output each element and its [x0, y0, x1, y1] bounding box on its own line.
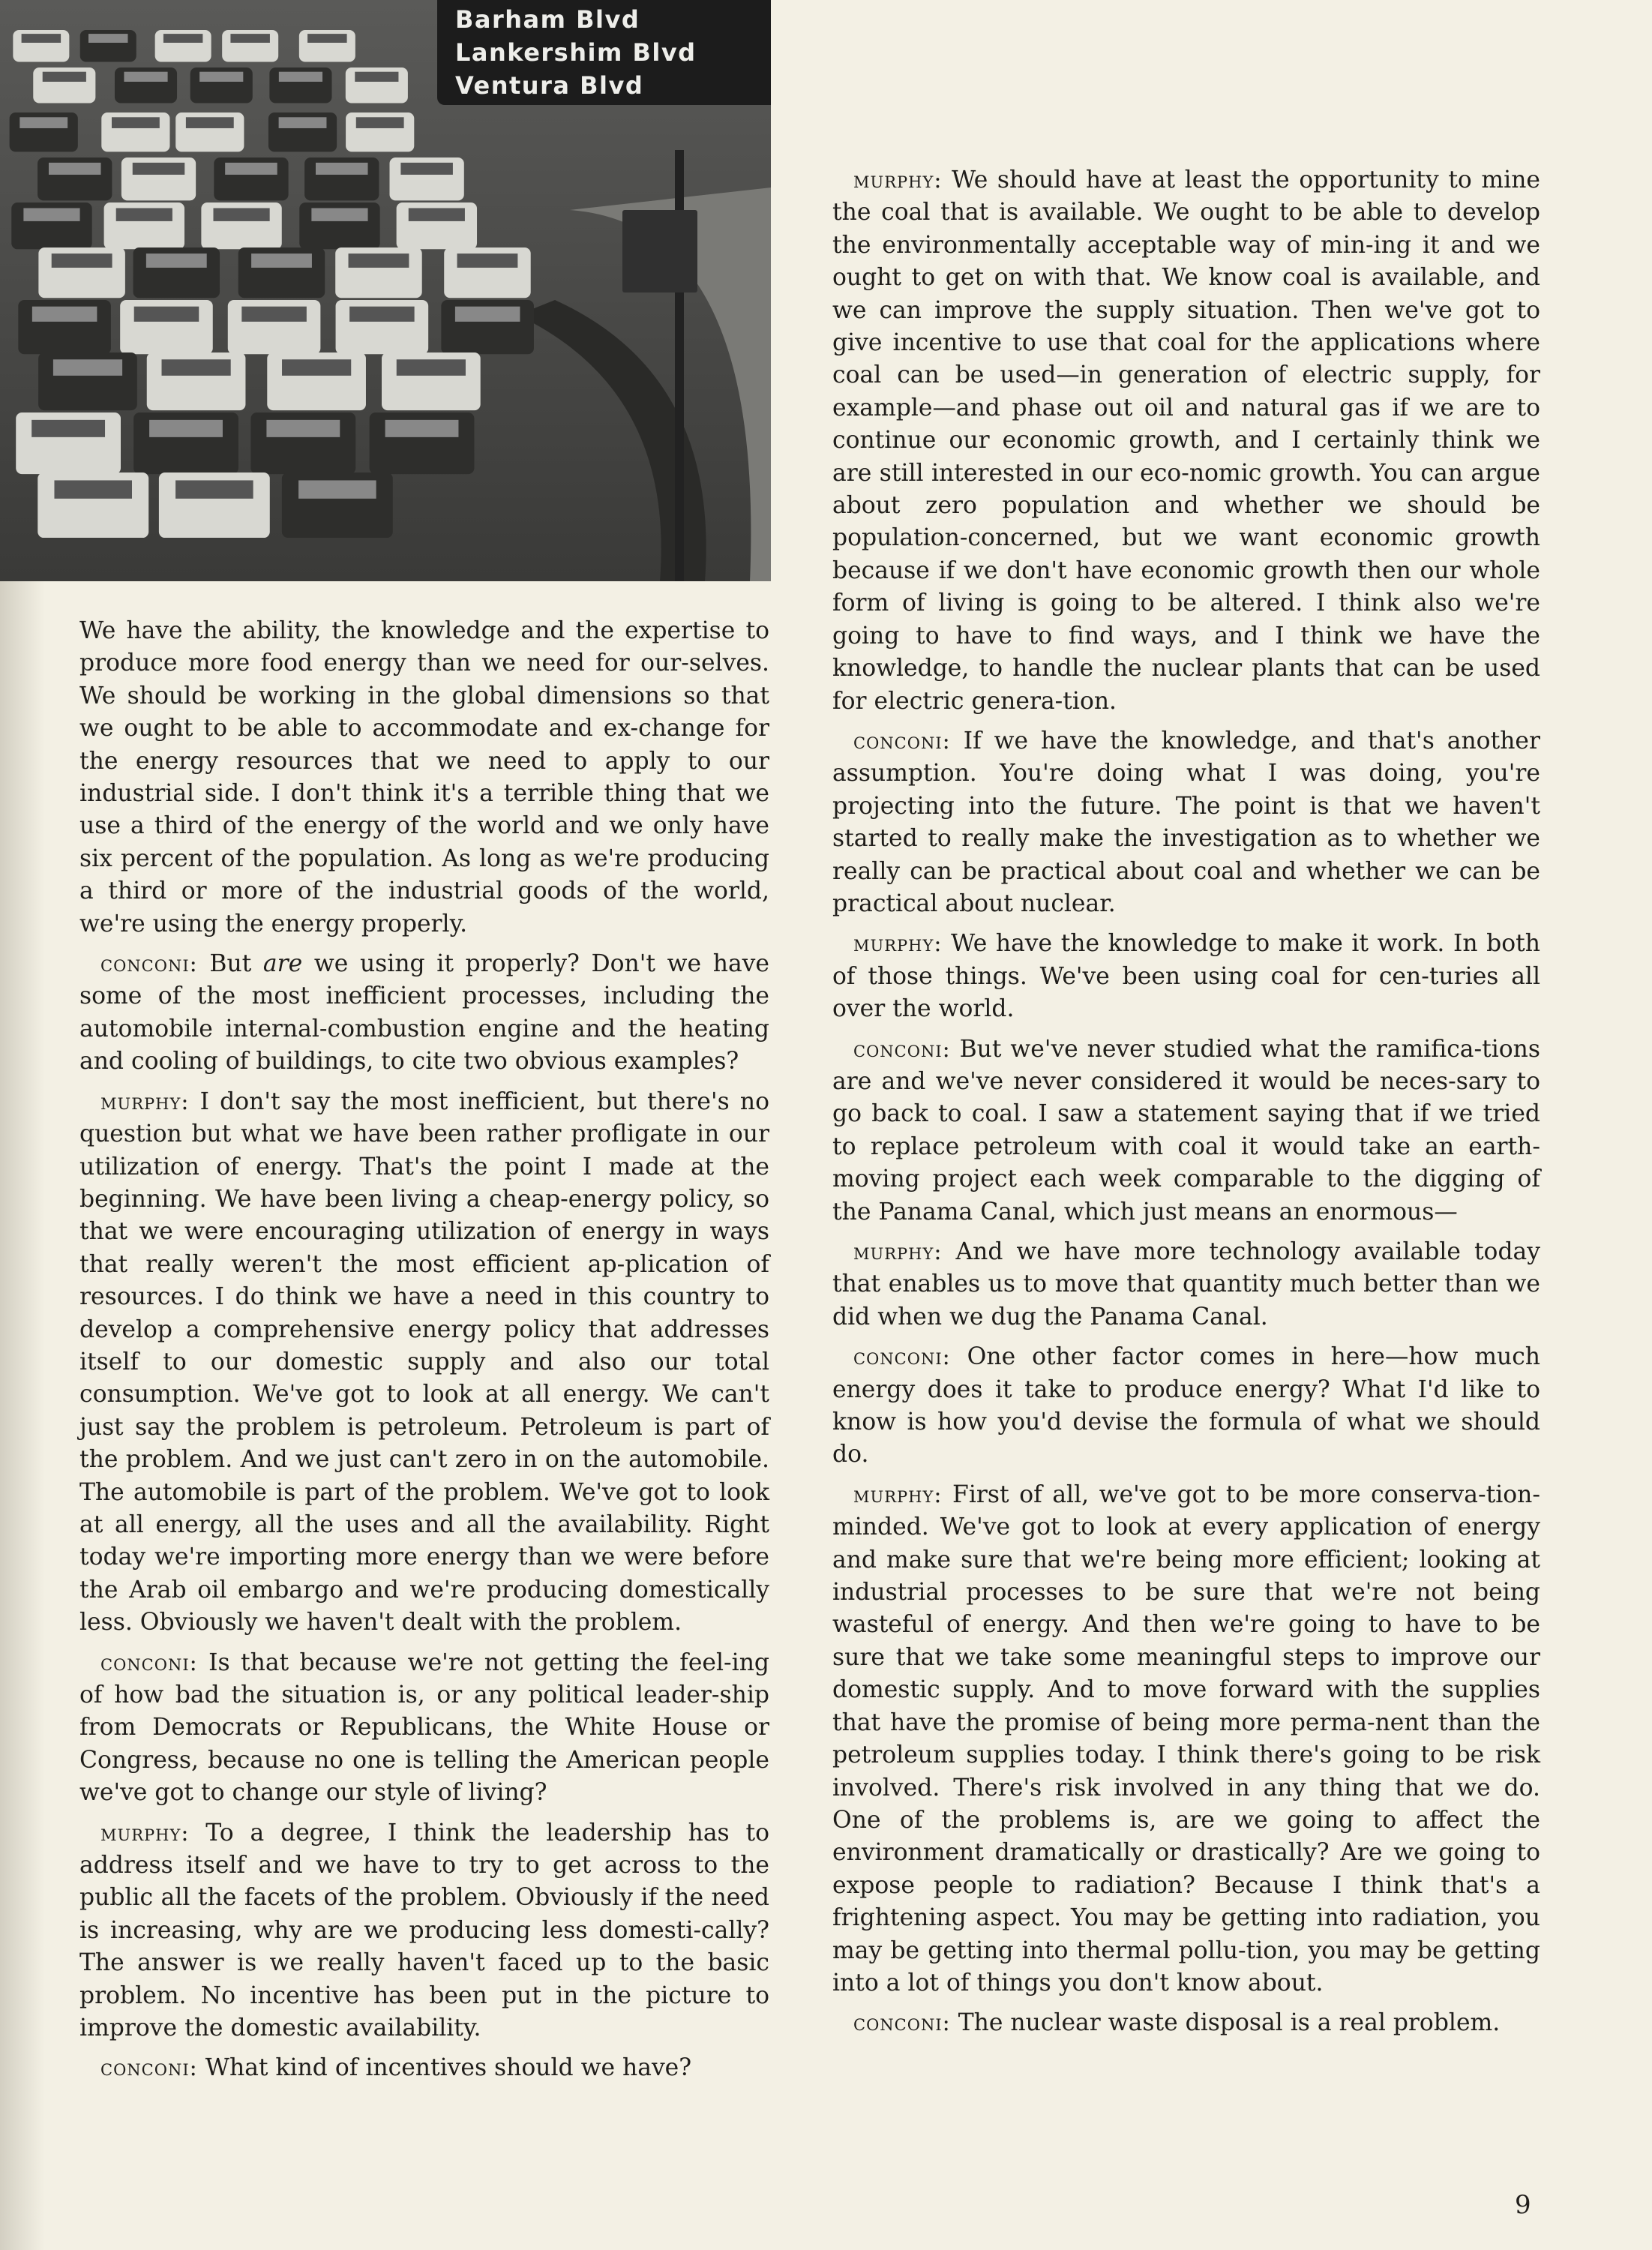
car-windshield: [23, 208, 79, 220]
car-windshield: [356, 117, 404, 128]
speaker-label: murphy:: [853, 167, 943, 194]
exchange-murphy: [79, 1817, 769, 2045]
car-windshield: [32, 307, 97, 322]
emphasis-text: are: [262, 950, 303, 978]
car-windshield: [279, 72, 322, 82]
speaker-label: conconi:: [100, 951, 198, 978]
page-number: 9: [1515, 2190, 1531, 2220]
speech-text: I don't say the most inefficient, but there's no question but what we have been rather profligate in our utilization of energy. That's the point I made at the beginning. We have been living a cheap-energy policy, so that we were encouraging utilization of energy in ways that really weren't the most efficient ap-plication of resources. I do think we have a need in this country to develop a comprehensive energy policy that addresses itself to our domestic supply and also our total consumption. We've got to look at all energy. We can't just say the problem is petroleum. Petroleum is part of the problem. And we just can't zero in on the automobile. The automobile is part of the problem. We've got to look at all energy, all the uses and all the availability. Right today we're importing more energy than we were before the Arab oil embargo and we're producing domestically less. Obviously we haven't dealt with the problem.: [79, 1088, 769, 1636]
car-windshield: [149, 420, 223, 437]
car-windshield: [316, 163, 368, 175]
car-windshield: [49, 163, 101, 175]
car-windshield: [349, 254, 409, 268]
car-windshield: [251, 254, 312, 268]
exchange-conconi: [832, 725, 1540, 920]
car-windshield: [112, 117, 160, 128]
traffic-photo: [0, 0, 771, 581]
car-windshield: [134, 307, 199, 322]
speaker-label: conconi:: [853, 728, 951, 754]
car-windshield: [311, 208, 367, 220]
speaker-label: conconi:: [100, 2055, 198, 2082]
car-windshield: [307, 34, 347, 43]
exchange-murphy: [79, 1086, 769, 1640]
speech-text: Is that because we're not getting the feel-ing of how bad the situation is, or any political leader-ship from Democrats or Republicans, the White House or Congress, because no one is telling the American people we've got to change our style of living?: [79, 1648, 770, 1807]
keep-right-sign: [622, 210, 697, 292]
car-windshield: [124, 72, 167, 82]
speaker-label: murphy:: [853, 931, 943, 958]
car-windshield: [43, 72, 86, 82]
speech-text: But we've never studied what the ramifica-tions are and we've never considered it would be neces-sary to go back to coal. I saw a statement saying that if we tried to replace petroleum with coal it would take an earth-moving project each week comparable to the digging of the Panama Canal, which just means an enormous—: [832, 1035, 1541, 1226]
exchange-murphy: [832, 1236, 1540, 1334]
car-windshield: [241, 307, 307, 322]
exchange-murphy: [832, 164, 1540, 718]
speaker-label: conconi:: [100, 1649, 198, 1676]
car-windshield: [54, 480, 132, 498]
speaker-label: conconi:: [853, 1036, 951, 1063]
car-windshield: [52, 254, 112, 268]
exchange-murphy: [832, 1479, 1540, 2000]
sign-line-barham: Barham Blvd: [455, 5, 640, 34]
speech-text: And we have more technology available today that enables us to move that quantity much better than we did when we dug the Panama Canal.: [832, 1238, 1540, 1330]
speech-text: One other factor comes in here—how much energy does it take to produce energy? What I'd like to know is how you'd devise the formula of what we should do.: [832, 1343, 1540, 1468]
car-windshield: [409, 208, 465, 220]
exchange-conconi: [79, 948, 769, 1078]
car-windshield: [355, 72, 398, 82]
sign-line-ventura: Ventura Blvd: [455, 71, 644, 100]
exchange-conconi: [79, 1647, 769, 1810]
speaker-label: murphy:: [853, 1481, 943, 1508]
car-windshield: [266, 420, 340, 437]
speaker-label: conconi:: [853, 2010, 951, 2037]
car-windshield: [279, 117, 327, 128]
car-windshield: [163, 34, 202, 43]
speech-text: But: [209, 950, 263, 978]
exchange-conconi: [832, 1034, 1540, 1228]
speaker-label: murphy:: [853, 1239, 943, 1265]
car-windshield: [53, 359, 122, 376]
car-windshield: [162, 359, 231, 376]
car-windshield: [199, 72, 243, 82]
speech-text: To a degree, I think the leadership has to address itself and we have to try to get across to the public all the facets of the problem. Obviously if the need is increasing, why are we producing less domesti-cally? The answer is we really haven't faced up to the basic problem. No incentive has been put in the picture to improve the domestic availability.: [79, 1819, 770, 2042]
car-windshield: [397, 359, 466, 376]
car-windshield: [282, 359, 351, 376]
car-windshield: [385, 420, 459, 437]
exchange-murphy: [832, 928, 1540, 1025]
speech-text: What kind of incentives should we have?: [205, 2054, 692, 2082]
car-windshield: [230, 34, 270, 43]
speech-text: We have the knowledge to make it work. In both of those things. We've been using coal for cen-turies all over the world.: [832, 930, 1540, 1023]
speech-text: The nuclear waste disposal is a real problem.: [958, 2009, 1501, 2037]
car-windshield: [298, 480, 376, 498]
exchange-conconi: [832, 2007, 1540, 2039]
speech-text: First of all, we've got to be more conserva-tion-minded. We've got to look at every application of energy and make sure that we're being more efficient; looking at industrial processes to be sure that we're not being wasteful of energy. And then we're going to have to be sure that we take some meaningful steps to improve our domestic supply. And to move forward with the supplies that have the promise of being more perma-nent than the petroleum supplies today. I think there's going to be risk involved. There's risk involved in any thing that we do. One of the problems is, are we going to affect the environment dramatically or drastically? Are we going to expose people to radiation? Because I think that's a frightening aspect. You may be getting into radiation, you may be getting into thermal pollu-tion, you may be getting into a lot of things you don't know about.: [832, 1480, 1540, 1996]
speech-text: We should have at least the opportunity to mine the coal that is available. We ought to be able to develop the environmentally acceptable way of min-ing it and we ought to get on with that. We know coal is available, and we can improve the supply situation. Then we've got to give incentive to use that coal for the applications where coal can be used—in generation of electric supply, for example—and phase out oil and natural gas if we are to continue our economic growth, and I certainly think we are still interested in our eco-nomic growth. You can argue about zero population and whether we should be population-concerned, but we want economic growth because if we don't have economic growth then our whole form of living is going to be altered. I think also we're going to have to find ways, and I think we have the knowledge, to handle the nuclear plants that can be used for electric genera-tion.: [832, 166, 1540, 715]
right-column: [832, 164, 1540, 2040]
sign-line-lankershim: Lankershim Blvd: [455, 38, 697, 67]
car-windshield: [133, 163, 185, 175]
car-windshield: [31, 420, 105, 437]
car-windshield: [19, 117, 67, 128]
speaker-label: murphy:: [100, 1088, 190, 1115]
car-windshield: [88, 34, 127, 43]
car-windshield: [225, 163, 277, 175]
car-windshield: [22, 34, 61, 43]
car-windshield: [455, 307, 520, 322]
speech-text: we using it properly? Don't we have some of the most inefficient processes, including the automobile internal-combustion engine and the heating and cooling of buildings, to cite two obvious examples?: [79, 950, 769, 1076]
exchange-conconi: [79, 2052, 769, 2084]
exchange-conconi: [832, 1341, 1540, 1472]
continued-paragraph: We have the ability, the knowledge and the expertise to produce more food energy than we need for our-selves. We should be working in the global dimensions so that we ought to be able to accommodate and ex-change for the energy resources that we need to apply to our industrial side. I don't think it's a terrible thing that we use a third of the energy of the world and we only have six percent of the population. As long as we're producing a third or more of the industrial goods of the world, we're using the energy properly.: [79, 617, 769, 938]
car-windshield: [400, 163, 453, 175]
left-column: [79, 615, 769, 2085]
car-windshield: [213, 208, 269, 220]
car-windshield: [146, 254, 207, 268]
car-windshield: [349, 307, 415, 322]
car-windshield: [116, 208, 172, 220]
speaker-label: murphy:: [100, 1820, 190, 1846]
freeway-exit-sign: [437, 0, 771, 105]
car-windshield: [186, 117, 234, 128]
speaker-label: conconi:: [853, 1344, 951, 1371]
speech-text: If we have the knowledge, and that's another assumption. You're doing what I was doing, you're projecting into the future. The point is that we haven't started to really make the investigation as to whether we really can be practical about coal and whether we can be practical about nuclear.: [832, 727, 1540, 917]
car-windshield: [175, 480, 253, 498]
car-windshield: [457, 254, 518, 268]
